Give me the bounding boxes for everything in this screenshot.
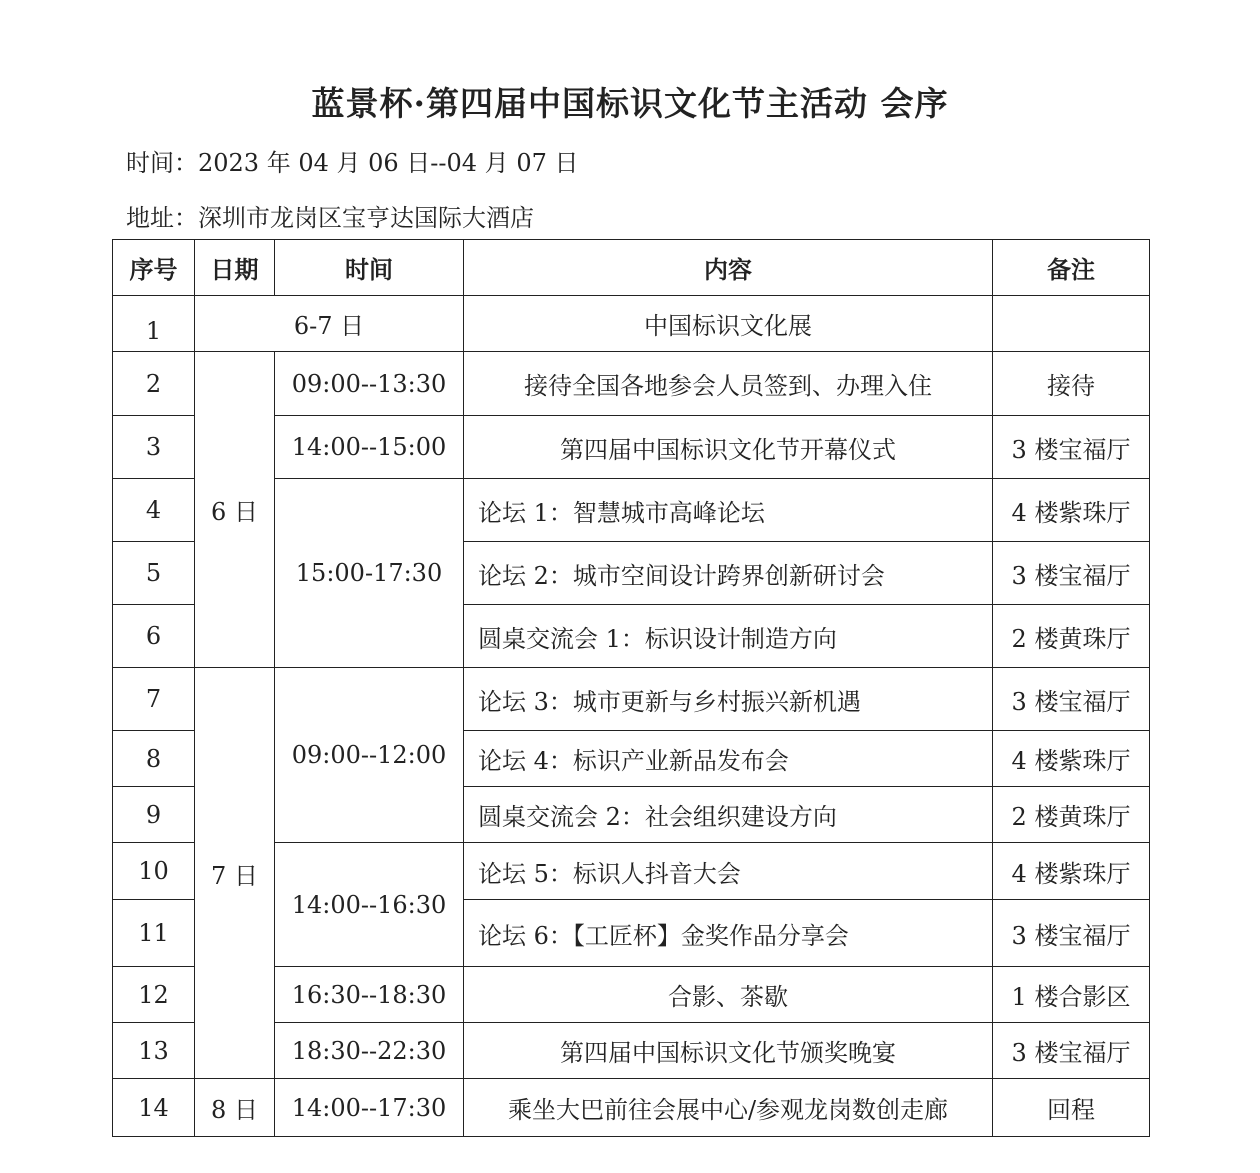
header-content: 内容 — [464, 240, 993, 296]
row-content: 论坛 4：标识产业新品发布会 — [464, 731, 993, 787]
row-no: 7 — [113, 668, 195, 731]
row-time: 09:00--12:00 — [275, 668, 464, 843]
row-date: 7 日 — [195, 668, 275, 1079]
row-no: 5 — [113, 542, 195, 605]
row-note: 4 楼紫珠厅 — [993, 843, 1150, 900]
row-no: 12 — [113, 967, 195, 1023]
header-time: 时间 — [275, 240, 464, 296]
row-note: 3 楼宝福厅 — [993, 542, 1150, 605]
row-note: 3 楼宝福厅 — [993, 1023, 1150, 1079]
row-time: 18:30--22:30 — [275, 1023, 464, 1079]
row-content: 接待全国各地参会人员签到、办理入住 — [464, 352, 993, 416]
row-no: 8 — [113, 731, 195, 787]
row-no: 1 — [113, 296, 195, 352]
row-note: 4 楼紫珠厅 — [993, 731, 1150, 787]
table-row — [113, 668, 1150, 731]
row-content: 第四届中国标识文化节开幕仪式 — [464, 416, 993, 479]
table-row — [113, 1079, 1150, 1137]
row-date: 6-7 日 — [195, 296, 464, 352]
row-note: 4 楼紫珠厅 — [993, 479, 1150, 542]
row-time: 15:00-17:30 — [275, 479, 464, 668]
row-date: 6 日 — [195, 352, 275, 668]
header-no: 序号 — [113, 240, 195, 296]
row-no: 14 — [113, 1079, 195, 1137]
header-date: 日期 — [195, 240, 275, 296]
row-note: 1 楼合影区 — [993, 967, 1150, 1023]
document-title: 蓝景杯·第四届中国标识文化节主活动 会序 — [311, 84, 949, 123]
row-content: 论坛 5：标识人抖音大会 — [464, 843, 993, 900]
row-note: 2 楼黄珠厅 — [993, 605, 1150, 668]
row-content: 论坛 1：智慧城市高峰论坛 — [464, 479, 993, 542]
row-no: 3 — [113, 416, 195, 479]
row-time: 09:00--13:30 — [275, 352, 464, 416]
schedule-table — [112, 239, 1150, 1137]
row-time: 14:00--17:30 — [275, 1079, 464, 1137]
row-content: 论坛 2：城市空间设计跨界创新研讨会 — [464, 542, 993, 605]
row-no: 10 — [113, 843, 195, 900]
row-note: 3 楼宝福厅 — [993, 416, 1150, 479]
table-row — [113, 296, 1150, 352]
row-no: 13 — [113, 1023, 195, 1079]
row-time: 14:00--15:00 — [275, 416, 464, 479]
table-header-row — [113, 240, 1150, 296]
row-time: 14:00--16:30 — [275, 843, 464, 967]
header-note: 备注 — [993, 240, 1150, 296]
row-content: 中国标识文化展 — [464, 296, 993, 352]
row-no: 9 — [113, 787, 195, 843]
row-content: 乘坐大巴前往会展中心/参观龙岗数创走廊 — [464, 1079, 993, 1137]
row-note: 接待 — [993, 352, 1150, 416]
row-content: 圆桌交流会 2：社会组织建设方向 — [464, 787, 993, 843]
row-note: 3 楼宝福厅 — [993, 900, 1150, 967]
row-content: 第四届中国标识文化节颁奖晚宴 — [464, 1023, 993, 1079]
row-no: 2 — [113, 352, 195, 416]
row-note: 3 楼宝福厅 — [993, 668, 1150, 731]
table-row — [113, 352, 1150, 416]
row-content: 圆桌交流会 1：标识设计制造方向 — [464, 605, 993, 668]
row-content: 合影、茶歇 — [464, 967, 993, 1023]
event-time: 时间：2023 年 04 月 06 日--04 月 07 日 — [126, 149, 579, 177]
row-note: 2 楼黄珠厅 — [993, 787, 1150, 843]
row-content: 论坛 3：城市更新与乡村振兴新机遇 — [464, 668, 993, 731]
row-no: 4 — [113, 479, 195, 542]
row-time: 16:30--18:30 — [275, 967, 464, 1023]
row-no: 11 — [113, 900, 195, 967]
row-content: 论坛 6：【工匠杯】金奖作品分享会 — [464, 900, 993, 967]
row-date: 8 日 — [195, 1079, 275, 1137]
row-note — [993, 296, 1150, 352]
event-address: 地址：深圳市龙岗区宝亨达国际大酒店 — [126, 204, 534, 232]
row-no: 6 — [113, 605, 195, 668]
row-note: 回程 — [993, 1079, 1150, 1137]
